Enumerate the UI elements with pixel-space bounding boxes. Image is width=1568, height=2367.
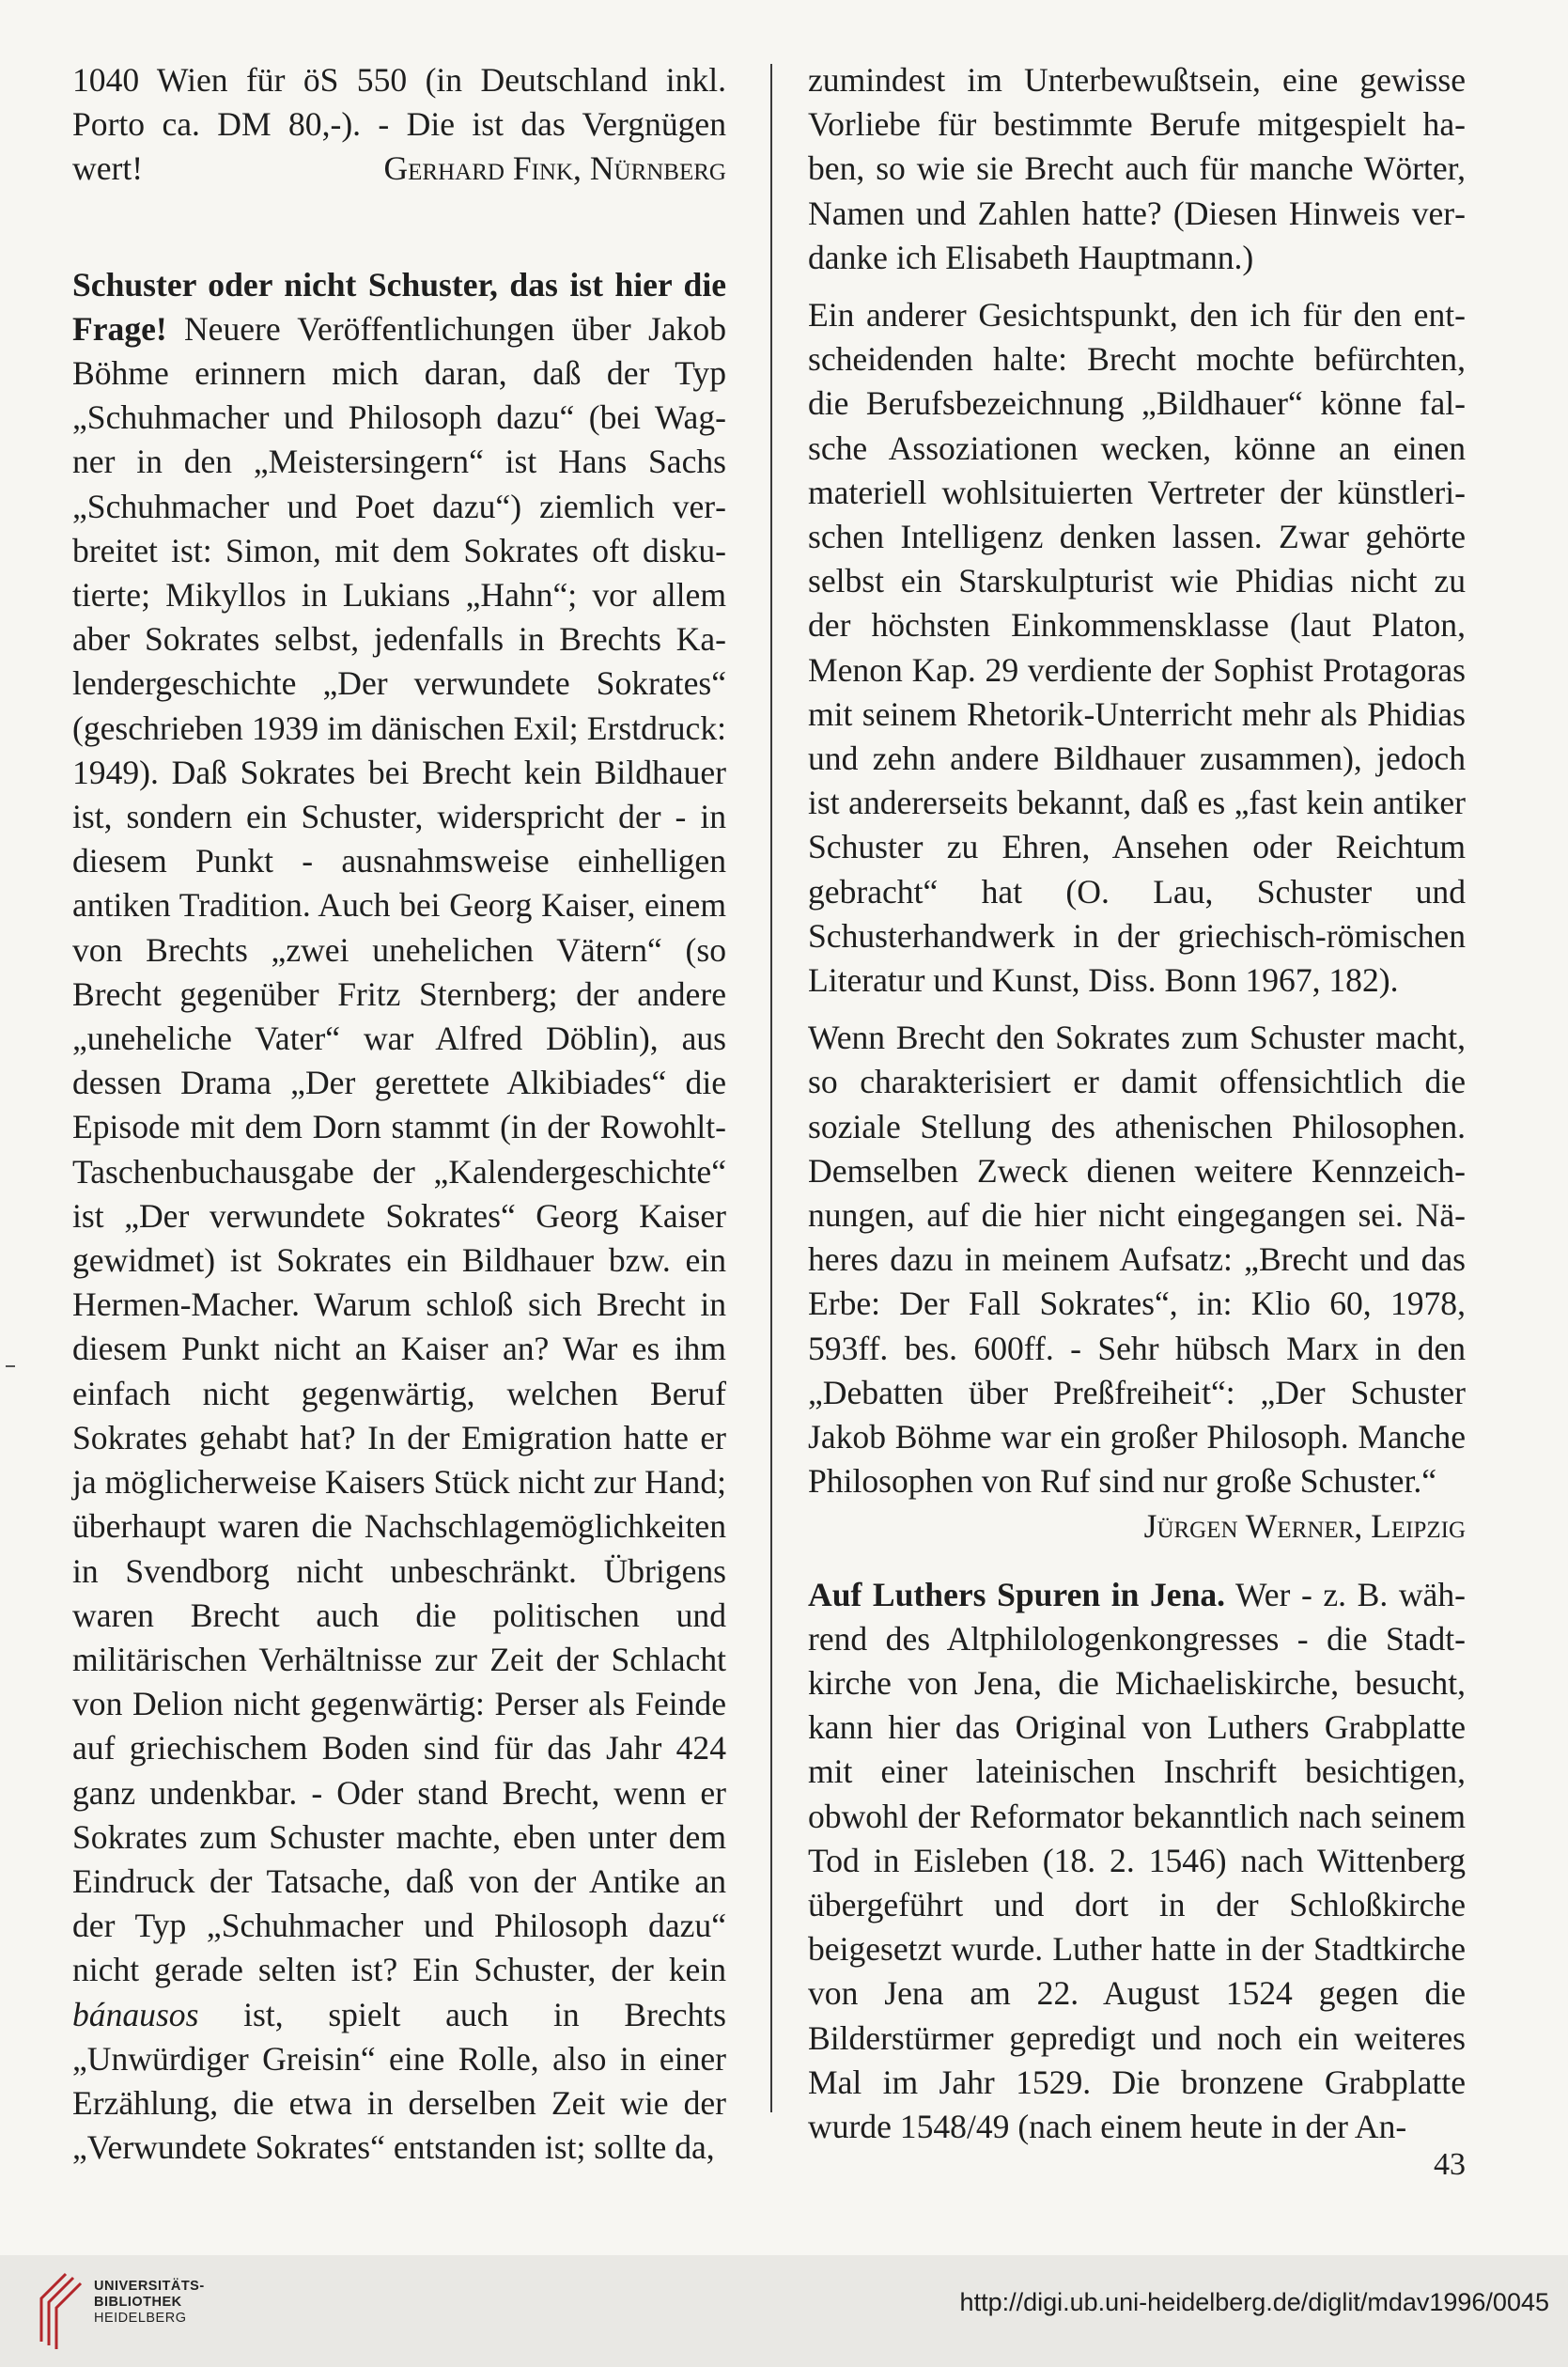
column-divider bbox=[770, 64, 772, 2112]
paragraph bbox=[72, 58, 726, 192]
library-name-line: UNIVERSITÄTS- bbox=[94, 2279, 205, 2294]
library-name bbox=[94, 2279, 205, 2327]
italic-term: bánausos bbox=[72, 1995, 199, 2033]
paragraph-text: 1040 Wien für öS 550 (in Deutschland inkl. Porto ca. DM 80,-). - Die ist das Vergnügen wert! bbox=[72, 61, 726, 188]
library-logo-icon bbox=[36, 2272, 85, 2351]
author-signature: Jürgen Werner, Leipzig bbox=[1143, 1506, 1466, 1545]
margin-mark bbox=[6, 1365, 15, 1367]
article-heading: Schuster oder nicht Schuster, das ist hier die Frage! bbox=[72, 265, 726, 348]
paragraph-text: Wer - z. B. während des Altphilologenkongresses - die Stadtkirche von Jena, die Michaeliskirche, besucht, kann hier das Original von Luthers Grabplatte mit einer lateinischen Inschrift besichtigen, obwohl der Reformator bekanntlich nach seinem Tod in Eisleben (18. 2. 1546) nach Wittenberg übergeführt und dort in der Schloßkirche beigesetzt wurde. Luther hatte in der Stadtkirche von Jena am 22. August 1524 gegen die Bilderstürmer gepredigt und noch ein weiteres Mal im Jahr 1529. Die bronzene Grabplatte wurde 1548/49 (nach einem heute in der An- bbox=[808, 1575, 1466, 2145]
right-column bbox=[808, 58, 1466, 2149]
paragraph-text: ist, spielt auch in Brechts „Unwürdiger Greisin“ eine Rolle, also in einer Erzählung, die etwa in derselben Zeit wie der „Verwundete Sokrates“ entstanden ist; sollte da, bbox=[72, 1995, 726, 2167]
article-paragraph bbox=[72, 263, 726, 2171]
paragraph bbox=[808, 1016, 1466, 1545]
paragraph: Ein anderer Gesichtspunkt, den ich für den entscheidenden halte: Brecht mochte befürchten, die Berufsbezeichnung „Bildhauer“ könne falsche Assoziationen wecken, könne an einen materiell wohlsituierten Vertreter der künstlerischen Intelligenz denken lassen. Zwar gehörte selbst ein Starskulpturist wie Phidias nicht zu der höchsten Einkommensklasse (laut Platon, Menon Kap. 29 verdiente der Sophist Protagoras mit seinem Rhetorik-Unterricht mehr als Phidias und zehn andere Bildhauer zusammen), jedoch ist andererseits bekannt, daß es „fast kein antiker Schuster zu Ehren, Ansehen oder Reichtum gebracht“ hat (O. Lau, Schuster und Schusterhandwerk in der griechisch-römischen Literatur und Kunst, Diss. Bonn 1967, 182). bbox=[808, 296, 1466, 1000]
article-paragraph bbox=[808, 1573, 1466, 2150]
library-name-line: HEIDELBERG bbox=[94, 2311, 187, 2326]
paragraph-text: Neuere Veröffentlichungen über Jakob Böhme erinnern mich daran, daß der Typ „Schuhmacher und Philosoph dazu“ (bei Wagner in den „Meistersingern“ ist Hans Sachs „Schuhmacher und Poet dazu“) ziemlich verbreitet ist: Simon, mit dem Sokrates oft diskutierte; Mikyllos in Lukians „Hahn“; vor allem aber Sokrates selbst, jedenfalls in Brechts Kalendergeschichte „Der verwundete Sokrates“ (geschrieben 1939 im dänischen Exil; Erstdruck: 1949). Daß Sokrates bei Brecht kein Bildhauer ist, sondern ein Schuster, widerspricht der - in diesem Punkt - ausnahmsweise einhelligen antiken Tradition. Auch bei Georg Kaiser, einem von Brechts „zwei unehelichen Vätern“ (so Brecht gegenüber Fritz Sternberg; der andere „uneheliche Vater“ war Alfred Döblin), aus dessen Drama „Der gerettete Alkibiades“ die Episode mit dem Dorn stammt (in der Rowohlt-Taschenbuchausgabe der „Kalendergeschichte“ ist „Der verwundete Sokrates“ Georg Kaiser gewidmet) ist Sokrates ein Bildhauer bzw. ein Hermen-Macher. Warum schloß sich Brecht in diesem Punkt nicht an Kaiser an? War es ihm einfach nicht gegenwärtig, welchen Beruf Sokrates gehabt hat? In der Emigration hatte er ja möglicherweise Kaisers Stück nicht zur Hand; überhaupt waren die Nachschlagemöglichkeiten in Svendborg nicht unbeschränkt. Übrigens waren Brecht auch die politischen und militärischen Verhältnisse zur Zeit der Schlacht von Delion nicht gegenwärtig: Perser als Feinde auf griechischem Boden sind für das Jahr 424 ganz undenkbar. - Oder stand Brecht, wenn er Sokrates zum Schuster machte, eben unter dem Eindruck der Tatsache, daß von der Antike an der Typ „Schuhmacher und Philosoph dazu“ nicht gerade selten ist? Ein Schuster, der kein bbox=[72, 309, 726, 1989]
paragraph-text: Wenn Brecht den Sokrates zum Schuster macht, so charakterisiert er damit offensichtlich die soziale Stellung des athenischen Philosophen. Demselben Zweck dienen weitere Kennzeichnungen, auf die hier nicht eingegangen sei. Näheres dazu in meinem Aufsatz: „Brecht und das Erbe: Der Fall Sokrates“, in: Klio 60, 1978, 593ff. bes. 600ff. - Sehr hübsch Marx in den „Debatten über Preßfreiheit“: „Der Schuster Jakob Böhme war ein großer Philosoph. Manche Philosophen von Ruf sind nur große Schuster.“ bbox=[808, 1019, 1466, 1501]
author-signature: Gerhard Fink, Nürnberg bbox=[383, 149, 726, 188]
library-name-line: BIBLIOTHEK bbox=[94, 2295, 182, 2310]
left-column bbox=[72, 58, 726, 2170]
paragraph: zumindest im Unterbewußtsein, eine gewisse Vorliebe für bestimmte Berufe mitgespielt haben, so wie sie Brecht auch für manche Wörter, Namen und Zahlen hatte? (Diesen Hinweis verdanke ich Elisabeth Hauptmann.) bbox=[808, 61, 1466, 276]
source-url-link[interactable]: http://digi.ub.uni-heidelberg.de/diglit/mdav1996/0045 bbox=[959, 2288, 1549, 2316]
article-heading: Auf Luthers Spuren in Jena. bbox=[808, 1575, 1226, 1613]
page-number: 43 bbox=[1434, 2147, 1466, 2182]
